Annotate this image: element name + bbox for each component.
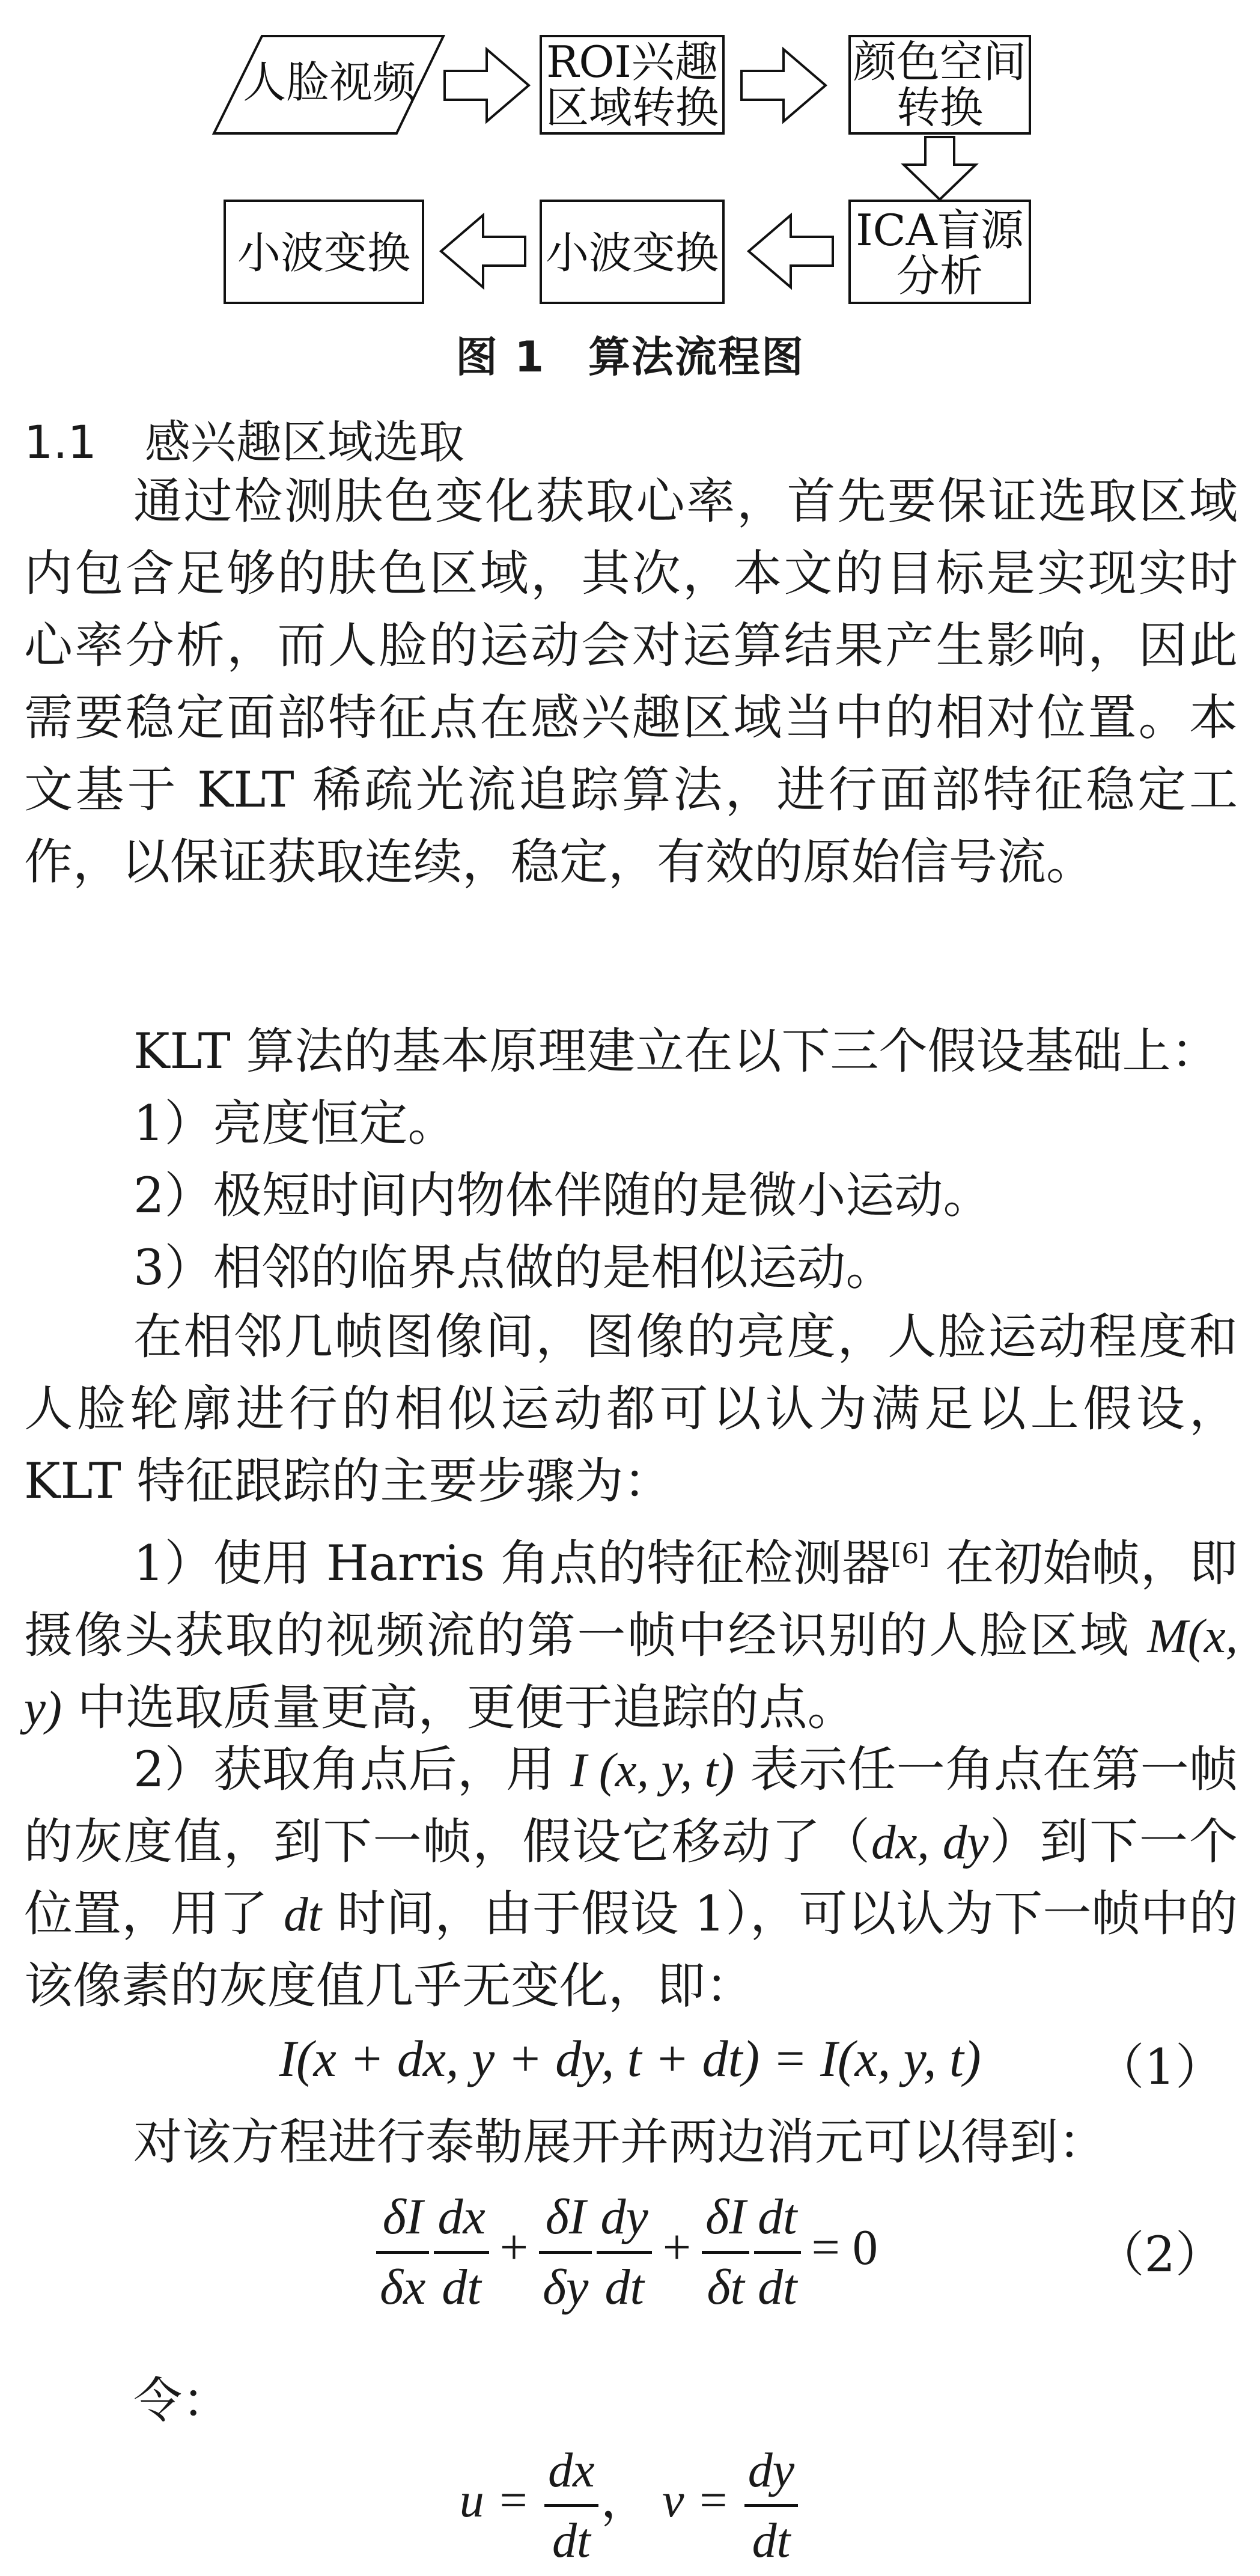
eq2-operator: + [499,2220,529,2275]
paragraph-intro: 通过检测肤色变化获取心率，首先要保证选取区域内包含足够的肤色区域，其次，本文的目标是实现实时心率分析，而人脸的运动会对运算结果产生影响，因此需要稳定面部特征点在感兴趣区域当中的相对位置。本文基于 KLT 稀疏光流追踪算法，进行面部特征稳定工作，以保证获取连续，稳定，有效的原始信号流。 [24,474,1238,891]
eq2-operator: + [662,2220,692,2275]
paragraph-klt-steps: 在相邻几帧图像间，图像的亮度，人脸运动程度和人脸轮廓进行的相似运动都可以认为满足以上假设，KLT 特征跟踪的主要步骤为： [24,1309,1238,1510]
eq2-fraction-2a [539,2184,592,2321]
eq2-num: dt [754,2184,800,2254]
eq2-den: dt [442,2259,481,2316]
eq3-v-fraction [744,2437,798,2574]
equation-2 [0,2173,1260,2329]
eq3-v: v = [662,2473,730,2527]
node-color-space-label-2: 转换 [896,82,984,133]
step1-text-c: 中选取质量更高，更便于追踪的点。 [61,1680,856,1736]
section-title: 感兴趣区域选取 [144,415,464,469]
equation-3-body [0,2428,1260,2574]
symbol-I: I [570,1743,587,1797]
node-ica-label-1: ICA盲源 [856,205,1024,255]
eq2-operator: = 0 [811,2220,878,2275]
eq2-num: δI [702,2184,749,2254]
node-roi-label-1: ROI兴趣 [546,37,718,87]
step2-text-b: 表示任一角点在第一帧的灰度值，到下一帧，假设它移动了（ [24,1742,1238,1870]
node-ica-label-2: 分析 [896,251,984,301]
eq3-v-num: dy [744,2437,798,2507]
citation-6: [6] [890,1537,930,1570]
eq3-v-den: dt [752,2512,791,2568]
eq2-num: dy [597,2184,651,2254]
node-color-space-label-1: 颜色空间 [853,37,1027,87]
equation-2-number: （2） [1095,2227,1224,2283]
assumption-1: 1）亮度恒定。 [133,1096,457,1152]
step2-text-d: 时间，由于假设 1），可以认为下一帧中的该像素的灰度值几乎无变化，即： [24,1886,1238,2015]
eq3-u-num: dx [544,2437,598,2507]
symbol-xyt: (x, y, t) [586,1743,735,1797]
figure-caption: 图 1 算法流程图 [455,332,805,382]
equation-3 [0,2428,1260,2572]
eq2-fraction-2b [597,2184,651,2321]
eq2-num: δI [376,2184,429,2254]
arrow-left-1 [749,215,833,287]
arrow-down [904,137,976,200]
eq2-den: dt [604,2259,644,2316]
equation-1-body: I(x + dx, y + dy, t + dt) = I(x, y, t) [279,2030,981,2087]
eq2-fraction-1b [434,2184,488,2321]
eq2-fraction-1a [376,2184,429,2321]
node-wavelet-b-label: 小波变换 [545,228,719,278]
node-roi-label-2: 区域转换 [545,82,719,133]
node-face-video-label: 人脸视频 [242,57,416,108]
eq3-u-den: dt [552,2512,591,2568]
section-heading [24,406,464,471]
eq3-u: u = [459,2473,530,2527]
node-wavelet-a-label: 小波变换 [237,228,411,278]
assumption-2: 2）极短时间内物体伴随的是微小运动。 [133,1168,992,1224]
paragraph-step-1 [24,1518,1238,1744]
eq2-den: dt [758,2259,797,2316]
equation-1 [0,2028,1260,2095]
eq2-num: δI [539,2184,592,2254]
paragraph-let: 令： [133,2373,231,2429]
eq2-den: δx [380,2259,426,2316]
paragraph-taylor: 对该方程进行泰勒展开并两边消元可以得到： [133,2114,1107,2171]
eq2-den: δy [543,2259,589,2316]
symbol-dt: dt [284,1887,322,1941]
equation-2-body [0,2173,1260,2323]
arrow-left-2 [441,215,525,287]
paragraph-step-2 [24,1734,1238,2022]
eq2-num: dx [434,2184,488,2254]
symbol-dxdy: dx, dy [871,1815,989,1869]
eq2-fraction-3b [754,2184,800,2321]
step2-text-a: 2）获取角点后，用 [133,1742,571,1798]
arrow-right-1 [445,49,529,121]
step2-text-c: ）到下一个位置，用了 [24,1814,1238,1943]
step1-text-b: 在初始帧，即摄像头获取的视频流的第一帧中经识别的人脸区域 [24,1536,1238,1664]
equation-1-number: （1） [1095,2039,1224,2096]
arrow-right-2 [741,49,826,121]
algorithm-flowchart [0,0,1260,313]
eq2-den: δt [707,2259,744,2316]
symbol-M: M [1147,1609,1188,1663]
eq3-u-fraction [544,2437,598,2574]
klt-assumptions-intro: KLT 算法的基本原理建立在以下三个假设基础上： [133,1024,1220,1080]
section-number: 1.1 [24,415,97,469]
symbol-xy: (x, y) [24,1609,1238,1735]
assumption-3: 3）相邻的临界点做的是相似运动。 [133,1240,895,1296]
eq2-fraction-3a [702,2184,749,2321]
eq3-sep: ， [600,2473,650,2527]
step1-text-a: 1）使用 Harris 角点的特征检测器 [133,1536,891,1592]
